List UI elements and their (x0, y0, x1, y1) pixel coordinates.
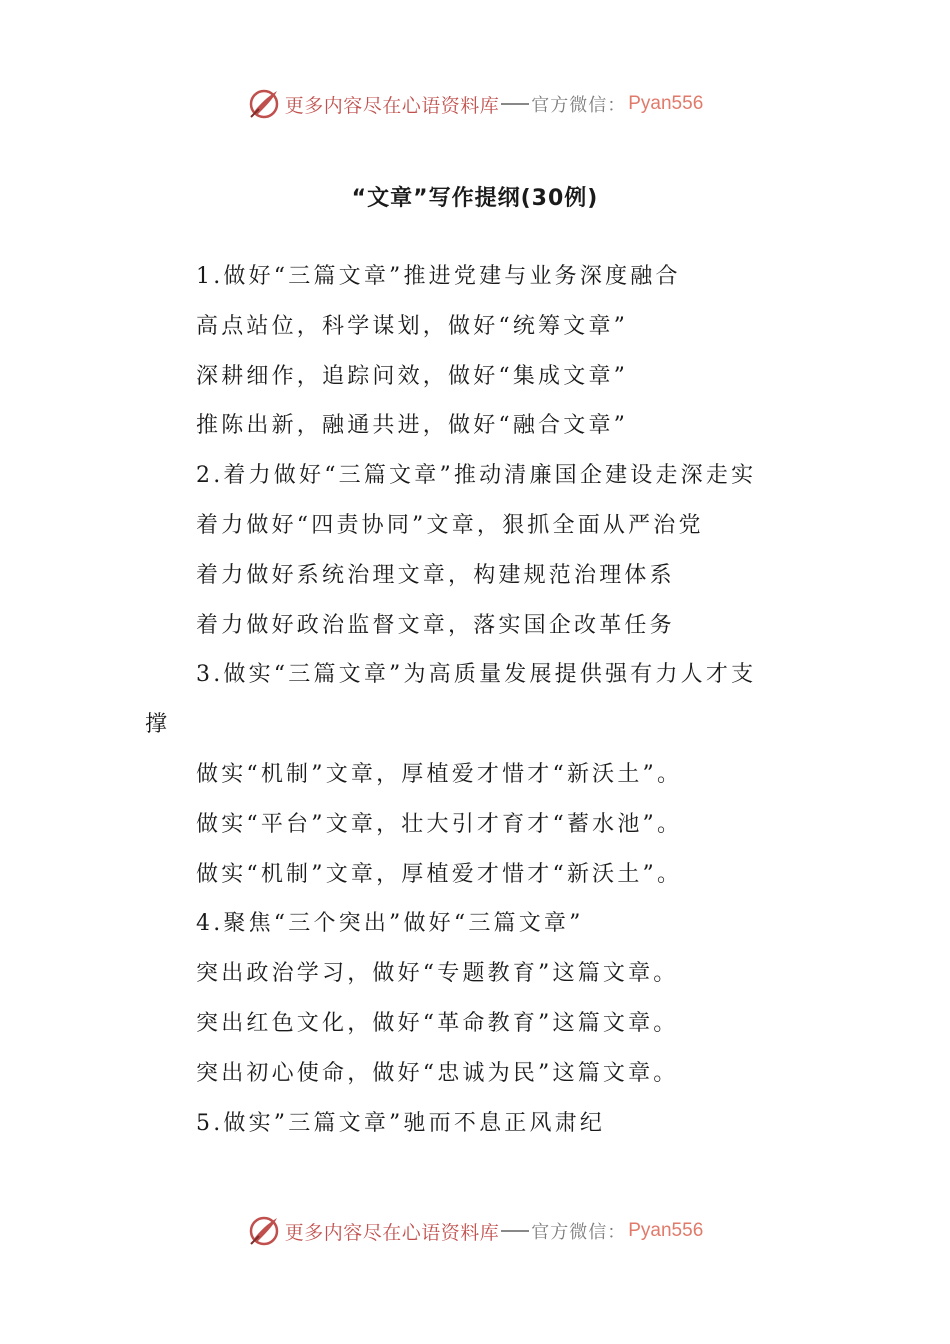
quill-logo-icon (247, 87, 281, 121)
outline-point: 突出红色文化，做好“革命教育”这篇文章。 (196, 1010, 679, 1036)
outline-point: 做实“机制”文章，厚植爱才惜才“新沃土”。 (196, 861, 683, 887)
outline-point: 推陈出新，融通共进，做好“融合文章” (196, 413, 629, 439)
outline-point: 着力做好政治监督文章，落实国企改革任务 (196, 612, 675, 638)
outline-point: 做实“机制”文章，厚植爱才惜才“新沃土”。 (196, 761, 683, 787)
document-title: “文章”写作提纲(30例) (351, 186, 599, 211)
watermark-wechat-id: Pyan556 (628, 1220, 704, 1241)
footer-watermark (0, 1211, 950, 1251)
watermark-main-text: 更多内容尽在心语资料库 (284, 1221, 500, 1244)
outline-point: 高点站位，科学谋划，做好“统筹文章” (196, 313, 629, 339)
header-watermark (0, 84, 950, 124)
watermark-main-text: 更多内容尽在心语资料库 (284, 94, 500, 117)
watermark-dash (501, 103, 529, 105)
outline-heading: 5.做实”三篇文章”驰而不息正风肃纪 (196, 1110, 606, 1136)
outline-point: 深耕细作，追踪问效，做好“集成文章” (196, 363, 629, 389)
outline-point: 做实“平台”文章，壮大引才育才“蓄水池”。 (196, 811, 683, 837)
outline-point: 着力做好“四责协同”文章，狠抓全面从严治党 (196, 512, 704, 538)
outline-heading: 3.做实“三篇文章”为高质量发展提供强有力人才支 (196, 662, 757, 688)
document-body (145, 252, 815, 1148)
outline-heading: 2.着力做好“三篇文章”推动清廉国企建设走深走实 (196, 463, 757, 489)
outline-point: 着力做好系统治理文章，构建规范治理体系 (196, 562, 675, 588)
watermark-dash (501, 1230, 529, 1232)
quill-logo-icon (247, 1214, 281, 1248)
watermark-sub-text: 官方微信： (531, 1222, 627, 1243)
outline-heading-continuation: 撑 (145, 712, 171, 738)
watermark-wechat-id: Pyan556 (628, 93, 704, 114)
outline-heading: 4.聚焦“三个突出”做好“三篇文章” (196, 911, 584, 937)
watermark-sub-text: 官方微信： (531, 95, 627, 116)
outline-point: 突出初心使命，做好“忠诚为民”这篇文章。 (196, 1060, 679, 1086)
outline-heading: 1.做好“三篇文章”推进党建与业务深度融合 (196, 264, 681, 289)
outline-point: 突出政治学习，做好“专题教育”这篇文章。 (196, 961, 679, 987)
